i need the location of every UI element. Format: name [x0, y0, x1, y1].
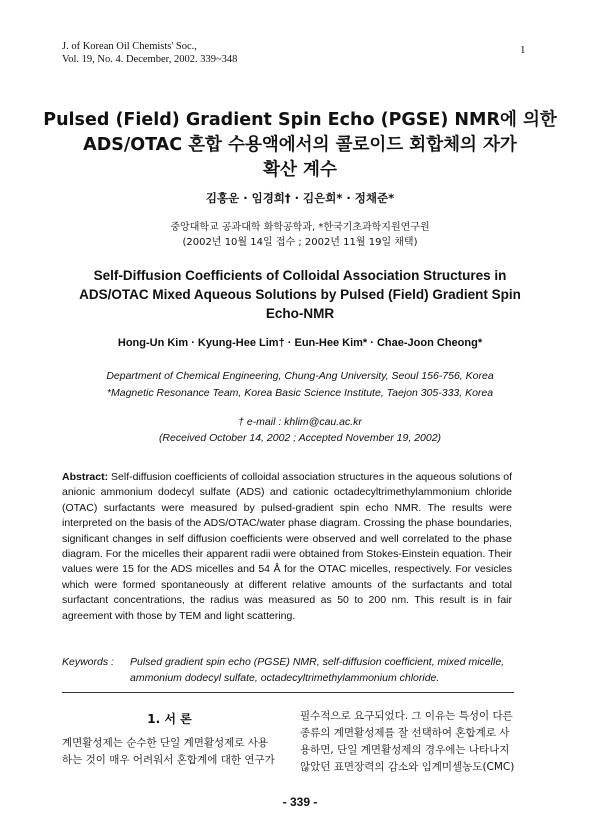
korean-title-line: ADS/OTAC 혼합 수용액에서의 콜로이드 회합체의 자가 [83, 135, 517, 155]
received-dates: (Received October 14, 2002 ; Accepted November 19, 2002) [158, 432, 442, 444]
keywords-text: Pulsed gradient spin echo (PGSE) NMR, self-diffusion coefficient, mixed micelle, ammonium dodecyl sulfate, octadecyltrimethylammonium chloride. [130, 656, 505, 684]
korean-title-line: 확산 계수 [263, 160, 337, 180]
body-left-column [62, 735, 277, 769]
abstract-text: Self-diffusion coefficients of colloidal association structures in the aqueous solutions of anionic ammonium dodecyl sulfate (ADS) and cationic octadecyltrimethylammonium chloride (OTAC) surfactants were measured by pulsed-gradient spin echo NMR. The results were interpreted on the basis of the ADS/OTAC/water phase diagram. Crossing the phase boundaries, significant changes in self diffusion coefficients were observed and well correlated to the phase diagram. For the micelles their apparent radii were obtained from Stokes-Einstein equation. Their values were 15 for the ADS micelles and 54 Å for the OTAC micelles, respectively. For vesicles which were formed spontaneously at different relative amounts of the surfactants and total surfactant concentrations, the radius was measured as 50 to 200 nm. This result is in fair agreement with those by TEM and light scattering. [62, 471, 512, 622]
page-number-top: 1 [520, 44, 526, 56]
section-heading: 1. 서 론 [147, 712, 192, 726]
journal-citation [62, 40, 237, 66]
author-email: † e-mail : khlim@cau.ac.kr [238, 416, 362, 428]
body-line: 종류의 계면활성제를 잘 선택하여 혼합계로 사 [300, 727, 510, 739]
journal-name: J. of Korean Oil Chemists' Soc., [62, 41, 197, 52]
abstract-label: Abstract: [62, 471, 109, 483]
body-line: 않았던 표면장력의 감소와 임계미셀농도(CMC) [300, 761, 515, 773]
english-title-line: ADS/OTAC Mixed Aqueous Solutions by Pulsed (Field) Gradient Spin [79, 287, 521, 302]
body-line: 용하면, 단일 계면활성제의 경우에는 나타나지 [300, 744, 510, 756]
english-title-line: Echo-NMR [265, 306, 335, 321]
korean-affiliation [40, 220, 560, 250]
journal-volume: Vol. 19, No. 4. December, 2002. 339~348 [62, 54, 238, 65]
keywords-label: Keywords : [62, 656, 114, 668]
page-number-bottom: - 339 - [282, 795, 318, 809]
korean-title [40, 108, 560, 183]
korean-dates: (2002년 10월 14일 접수 ; 2002년 11월 19일 채택) [182, 237, 418, 248]
english-authors: Hong-Un Kim · Kyung-Hee Lim† · Eun-Hee Kim* · Chae-Joon Cheong* [117, 337, 483, 349]
english-title-line: Self-Diffusion Coefficients of Colloidal Association Structures in [93, 268, 507, 283]
korean-affiliation-line: 중앙대학교 공과대학 화학공학과, *한국기초과학지원연구원 [170, 222, 430, 233]
english-title [40, 266, 560, 323]
affiliation-line: Department of Chemical Engineering, Chung-Ang University, Seoul 156-756, Korea [106, 370, 494, 382]
korean-authors: 김홍운 · 임경희† · 김은희* · 정채준* [205, 191, 395, 205]
divider [62, 692, 514, 693]
body-right-column [300, 708, 520, 776]
body-line: 계면활성제는 순수한 단일 계면활성제로 사용 [62, 737, 269, 749]
korean-title-line: Pulsed (Field) Gradient Spin Echo (PGSE) NMR에 의한 [43, 110, 557, 130]
abstract [62, 470, 512, 624]
body-line: 필수적으로 요구되었다. 그 이유는 특성이 다른 [300, 710, 513, 722]
body-line: 하는 것이 매우 어려워서 혼합계에 대한 연구가 [62, 754, 275, 766]
affiliation-line: *Magnetic Resonance Team, Korea Basic Science Institute, Taejon 305-333, Korea [106, 387, 494, 399]
english-affiliation [40, 368, 560, 402]
